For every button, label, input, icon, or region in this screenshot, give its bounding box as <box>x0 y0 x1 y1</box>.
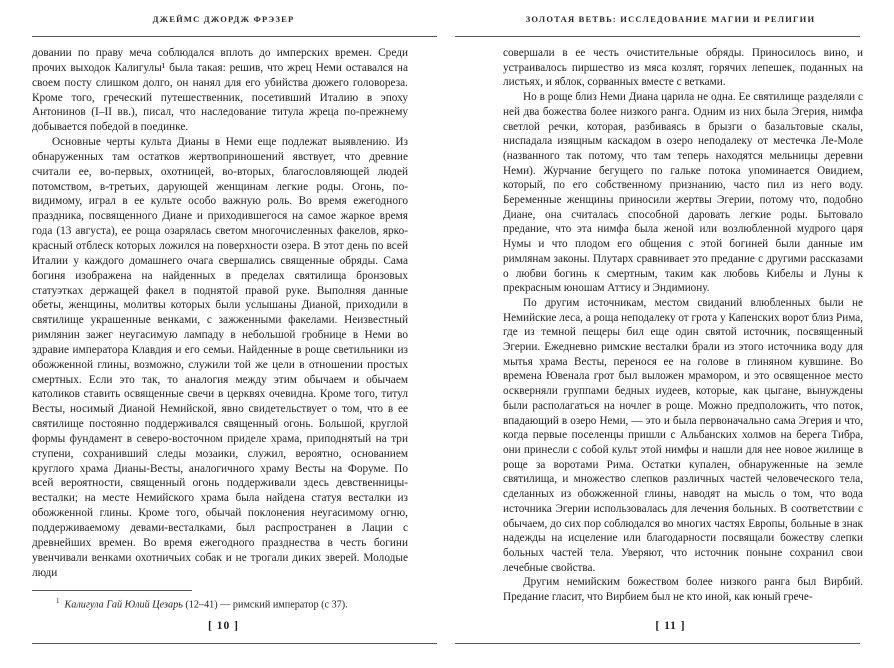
paragraph: Основные черты культа Дианы в Неми еще подлежат выявлению. Из обнаруженных там остатков жертвоприношений явствует, что древние считали ее, во-первых, охотницей, во-вторых, благословляющей людей потомством, в-третьих, дарующей женщинам легкие роды. Огонь, по-видимому, играл в ее культе особо важную роль. Во время ежегодного праздника, посвященного Диане и приходившегося на самое жаркое время года (13 августа), ее роща озарялась светом многочисленных факелов, ярко-красный отблеск которых ложился на поверхности озера. В этот день по всей Италии у каждого домашнего очага свершались священные обряды. Сама богиня изображена на найденных в пределах святилища бронзовых статуэтках держащей факел в поднятой правой руке. Выполняя данные обеты, женщины, молитвы которых были услышаны Дианой, приходили в святилище украшенные венками, с зажженными факелами. Неизвестный римлянин зажег неугасимую лампаду в небольшой гробнице в Неми во здравие императора Клавдия и его семьи. Найденные в роще светильники из обожженной глины, возможно, служили той же цели в отношении простых смертных. Если это так, то аналогия между этим обычаем и обычаем католиков ставить освященные свечи в церквях очевидна. Кроме того, титул Весты, носимый Дианой Немийской, явно свидетельствует о том, что в ее святилище постоянно поддерживался священный огонь. Большой, круглой формы фундамент в северо-восточном приделе храма, приподнятый на три ступени, сохранивший следы мозаики, служил, вероятно, основанием круглого храма Дианы-Весты, аналогичного храму Весты на Форуме. По всей вероятности, священный огонь поддерживали здесь девственницы-весталки; на месте Немийского храма была найдена статуя весталки из обожженной глины. Кроме того, обычай поклонения неугасимому огню, поддерживаемому девами-весталками, был распространен в Лации с древнейших времен. Во время ежегодного празднества в честь богини увенчивали венками охотничьих собак и не трогали диких зверей. Молодые люди <box>32 136 408 579</box>
footnote-rule <box>32 590 192 591</box>
footnote-name: Калигула Гай Юлий Цезарь <box>64 599 183 611</box>
footnote-text: (12–41) — римский император (с 37). <box>182 599 348 611</box>
footnote <box>56 595 406 611</box>
paragraph: довании по праву меча соблюдался вплоть до имперских времен. Среди прочих выходок Калигулы¹ была такая: решив, что жрец Неми оставался на своем посту слишком долго, он нанял для его убийства дюжего головореза. Кроме того, греческий путешественник, посетивший Италию в эпоху Антонинов (I–II вв.), писал, что наследование титула жреца по-прежнему добывается победой в поединке. <box>32 47 408 134</box>
paragraph: Но в роще близ Неми Диана царила не одна. Ее святилище разделяли с ней два божества более низкого ранга. Одним из них была Эгерия, нимфа светлой речки, которая, разбиваясь в брызги о базальтовые скалы, ниспадала изящным каскадом в озеро неподалеку от местечка Ле-Моле (названного так потому, что там теперь находятся мельницы деревни Неми). Журчание бегущего по гальке потока упоминается Овидием, который, по его собственному признанию, часто пил из него воду. Беременные женщины приносили жертвы Эгерии, потому что, подобно Диане, она считалась способной даровать легкие роды. Бытовало предание, что эта нимфа была женой или возлюбленной мудрого царя Нумы и что плодом его общения с этой богиней были данные им римлянам законы. Плутарх сравнивает это предание с другими рассказами о любви богинь к смертным, таким как любовь Кибелы и Луны к прекрасным юношам Аттису и Эндимиону. <box>503 91 863 295</box>
header-rule <box>32 36 437 37</box>
paragraph: Другим немийским божеством более низкого ранга был Вирбий. Предание гласит, что Вирбием был не кто иной, как юный грече- <box>503 576 863 604</box>
page-number: [ 10 ] <box>208 620 239 632</box>
page-number: [ 11 ] <box>655 620 686 632</box>
running-head-author: ДЖЕЙМС ДЖОРДЖ ФРЭЗЕР <box>152 14 295 24</box>
running-head-title: ЗОЛОТАЯ ВЕТВЬ: ИССЛЕДОВАНИЕ МАГИИ И РЕЛИГИИ <box>525 14 816 24</box>
paragraph: По другим источникам, местом свиданий влюбленных были не Немийские леса, а роща неподалеку от грота у Капенских ворот близ Рима, где из темной пещеры бил еще один святой источник, посвященный Эгерии. Ежедневно римские весталки брали из этого источника воду для мытья храма Весты, перенося ее на голове в глиняном кувшине. Во времена Ювенала грот был выложен мрамором, и это освященное место оскверняли группами бедных иудеев, которые, как цыгане, вынуждены были располагаться на ночлег в роще. Можно предположить, что поток, впадающий в озеро Неми, — это и была первоначально сама Эгерия и что, когда первые поселенцы пришли с Альбанских холмов на берега Тибра, они принесли с собой культ этой нимфы и нашли для нее новое жилище в роще за воротами Рима. Остатки купален, обнаруженные на земле святилища, и множество слепков различных частей человеческого тела, сделанных из обожженной глины, наводят на мысль о том, что вода источника Эгерии использовалась для лечения больных. В соответствии с обычаем, до сих пор соблюдался во многих частях Европы, больные в знак надежды на исцеление или благодарности посвящали божеству слепки больных частей тела. Уверяют, что источник поныне сохранил свои лечебные свойства. <box>503 296 863 574</box>
paragraph: совершали в ее честь очистительные обряды. Приносилось вино, и устраивалось пиршество из мяса козлят, горячих лепешек, поданных на листьях, и яблок, сорванных вместе с ветками. <box>503 47 863 89</box>
footer-rule <box>455 643 860 644</box>
footer-rule <box>32 643 437 644</box>
body-text <box>32 46 408 580</box>
right-page <box>447 0 894 668</box>
header-rule <box>455 36 860 37</box>
body-text <box>503 46 863 605</box>
footnote-mark: 1 <box>56 597 60 605</box>
